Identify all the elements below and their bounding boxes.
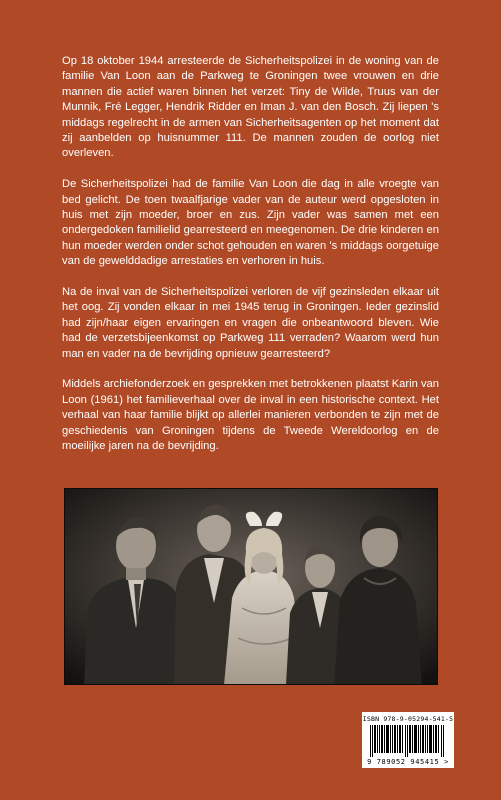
blurb-paragraph-2: De Sicherheitspolizei had de familie Van Loon die dag in alle vroegte van bed gelicht. De toen twaalfjarige vader van de auteur werd opgesloten in huis met zijn moeder, broer en zus. Zijn vader was samen met een ondergedoken familielid gearresteerd en meegenomen. De drie kinderen en hun moeder werden onder schot gehouden en waren 's middags oorgetuige van de gewelddadige arrestaties en verhoren in huis. — [62, 178, 439, 268]
blurb-paragraph-3: Na de inval van de Sicherheitspolizei verloren de vijf gezinsleden elkaar uit het oog. Zij vonden elkaar in mei 1945 terug in Groningen. Ieder gezinslid had zijn/haar eigen ervaringen en vragen die onbeantwoord bleven. Wie had de verzetsbijeenkomst op Parkweg 111 verraden? Waarom werd hun man en vader na de bevrijding opnieuw gearresteerd? — [62, 286, 439, 360]
blurb-paragraph-1: Op 18 oktober 1944 arresteerde de Sicherheitspolizei in de woning van de familie Van Loon aan de Parkweg te Groningen twee vrouwen en drie mannen die actief waren binnen het verzet: Tiny de Wilde, Truus van der Munnik, Fré Legger, Hendrik Ridder en Iman J. van den Bosch. Zij liepen 's middags regelrecht in de armen van Sicherheitsagenten op het moment dat zij aanbelden op huisnummer 111. De mannen zouden de oorlog niet overleven. — [62, 55, 439, 160]
barcode-bars — [370, 725, 446, 757]
blurb-text — [62, 54, 439, 470]
family-photo-illustration — [64, 488, 438, 685]
blurb-paragraph-4: Middels archiefonderzoek en gesprekken met betrokkenen plaatst Karin van Loon (1961) het familieverhaal over de inval in een historische context. Het verhaal van haar familie blijkt op allerlei manieren verbonden te zijn met de geschiedenis van Groningen tijdens de Tweede Wereldoorlog en de moeilijke jaren na de bevrijding. — [62, 378, 439, 453]
isbn-barcode — [362, 712, 454, 768]
barcode-digits: 9 789052 945415 > — [367, 758, 449, 766]
family-photo — [64, 488, 438, 685]
isbn-label: ISBN 978-9-05294-541-5 — [362, 715, 454, 723]
